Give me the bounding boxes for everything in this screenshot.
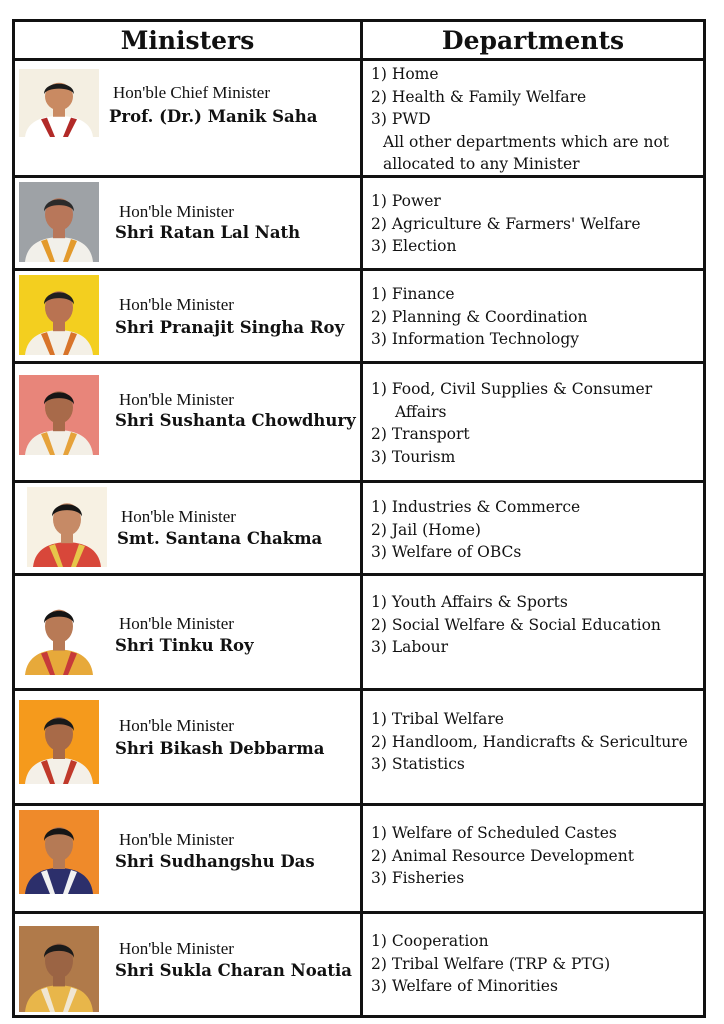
minister-title: Hon'ble Minister: [119, 295, 234, 314]
department-item: 2) Handloom, Handicrafts & Sericulture: [371, 732, 688, 751]
minister-row: [15, 271, 703, 364]
departments-cell: [363, 61, 703, 175]
department-list: [371, 822, 699, 890]
departments-cell: [363, 178, 703, 268]
department-item: 1) Power: [371, 192, 441, 210]
minister-photo: [19, 275, 99, 355]
minister-row: [15, 806, 703, 914]
department-list: [371, 930, 699, 998]
departments-cell: [363, 483, 703, 573]
department-item: allocated to any Minister: [383, 155, 580, 173]
minister-cell: [15, 61, 360, 175]
department-list: [371, 496, 699, 564]
department-item: 1) Food, Civil Supplies & Consumer: [371, 380, 653, 398]
department-item: 1) Finance: [371, 285, 455, 303]
department-list: [371, 708, 699, 776]
department-item: 2) Planning & Coordination: [371, 307, 588, 326]
minister-title: Hon'ble Minister: [119, 830, 234, 849]
minister-title: Hon'ble Minister: [119, 390, 234, 409]
department-item: 2) Health & Family Welfare: [371, 87, 587, 106]
minister-cell: [15, 364, 360, 480]
header-ministers: Ministers: [120, 26, 255, 55]
department-list: [371, 283, 699, 351]
department-item: 2) Transport: [371, 425, 470, 443]
departments-cell: [363, 806, 703, 911]
minister-row: [15, 576, 703, 691]
minister-name: Prof. (Dr.) Manik Saha: [109, 107, 318, 126]
department-list: [371, 63, 699, 176]
department-item: 2) Tribal Welfare (TRP & PTG): [371, 954, 611, 973]
department-item: 3) Tourism: [371, 447, 456, 466]
department-item: 2) Social Welfare & Social Education: [371, 615, 661, 634]
minister-cell: [15, 914, 360, 1018]
department-item: 1) Cooperation: [371, 932, 489, 950]
departments-cell: [363, 691, 703, 803]
department-item: 3) Election: [371, 237, 457, 255]
department-list: [371, 591, 699, 659]
header-departments: Departments: [441, 26, 625, 55]
departments-cell: [363, 271, 703, 361]
department-item: 3) Fisheries: [371, 869, 465, 887]
minister-cell: [15, 271, 360, 361]
minister-photo: [19, 182, 99, 262]
minister-title: Hon'ble Minister: [119, 202, 234, 221]
minister-row: [15, 914, 703, 1018]
department-item: 3) Information Technology: [371, 330, 580, 348]
minister-row: [15, 364, 703, 483]
minister-photo: [27, 487, 107, 567]
minister-photo: [19, 375, 99, 455]
department-item: 1) Tribal Welfare: [371, 710, 504, 728]
department-item: 3) PWD: [371, 110, 431, 128]
minister-name: Shri Tinku Roy: [115, 636, 254, 655]
minister-name: Smt. Santana Chakma: [117, 529, 323, 548]
minister-photo: [19, 700, 99, 784]
minister-photo: [19, 926, 99, 1012]
minister-name: Shri Pranajit Singha Roy: [115, 318, 345, 337]
minister-photo: [19, 69, 99, 137]
department-item: 1) Home: [371, 65, 439, 83]
departments-cell: [363, 914, 703, 1018]
minister-photo: [19, 810, 99, 894]
department-item: 3) Labour: [371, 638, 449, 656]
minister-cell: [15, 806, 360, 911]
department-list: [371, 190, 699, 258]
minister-title: Hon'ble Minister: [119, 716, 234, 735]
minister-name: Shri Ratan Lal Nath: [115, 223, 301, 242]
departments-cell: [363, 364, 703, 480]
minister-row: [15, 483, 703, 576]
minister-name: Shri Bikash Debbarma: [115, 739, 325, 758]
minister-title: Hon'ble Minister: [121, 507, 236, 526]
minister-cell: [15, 483, 360, 573]
department-list: [371, 378, 699, 468]
minister-title: Hon'ble Chief Minister: [113, 83, 270, 102]
minister-title: Hon'ble Minister: [119, 939, 234, 958]
minister-name: Shri Sudhangshu Das: [115, 852, 315, 871]
minister-row: [15, 178, 703, 271]
department-item: 2) Animal Resource Development: [371, 846, 634, 865]
departments-cell: [363, 576, 703, 688]
department-item: 2) Jail (Home): [371, 520, 481, 539]
department-item: 3) Welfare of Minorities: [371, 977, 558, 995]
minister-title: Hon'ble Minister: [119, 614, 234, 633]
minister-cell: [15, 178, 360, 268]
department-item: Affairs: [395, 402, 447, 421]
minister-cell: [15, 576, 360, 688]
minister-row: [15, 691, 703, 806]
department-item: 2) Agriculture & Farmers' Welfare: [371, 214, 641, 233]
ministers-table: [12, 19, 706, 1018]
department-item: 3) Welfare of OBCs: [371, 543, 522, 561]
minister-row: [15, 61, 703, 178]
department-item: 3) Statistics: [371, 755, 465, 773]
table-header: [15, 22, 703, 61]
minister-photo: [19, 593, 99, 675]
department-item: 1) Youth Affairs & Sports: [371, 593, 568, 611]
minister-name: Shri Sushanta Chowdhury: [115, 411, 356, 430]
minister-name: Shri Sukla Charan Noatia: [115, 961, 352, 980]
department-item: 1) Welfare of Scheduled Castes: [371, 824, 617, 842]
department-item: All other departments which are not: [383, 132, 670, 151]
minister-cell: [15, 691, 360, 803]
department-item: 1) Industries & Commerce: [371, 498, 581, 516]
